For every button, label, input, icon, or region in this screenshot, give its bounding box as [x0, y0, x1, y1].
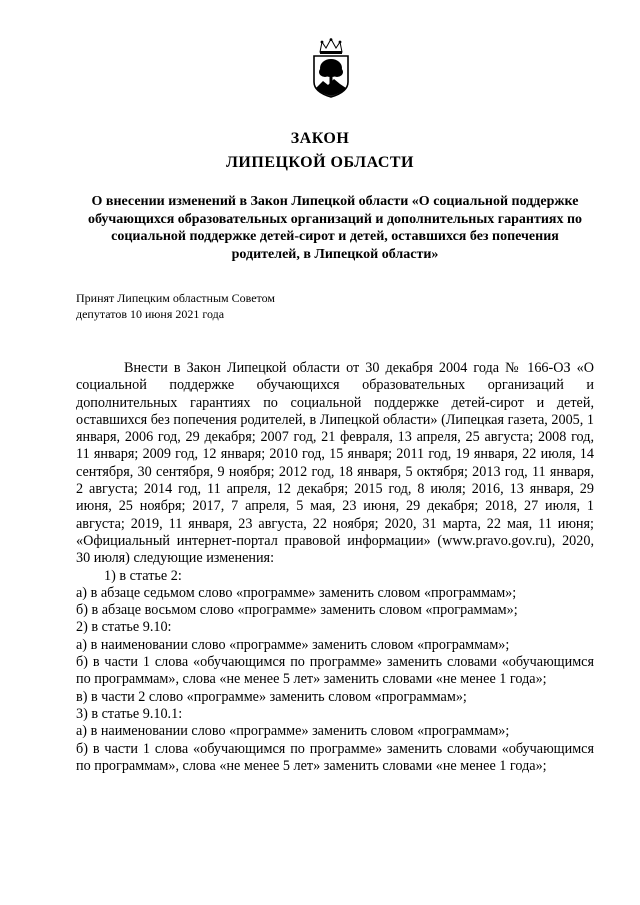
document-subject: О внесении изменений в Закон Липецкой области «О социальной поддержке обучающихся образовательных организаций и дополнительных гарантиях по социальной поддержке детей-сирот и детей, оставшихся без попечения родителей, в Липецкой области»: [87, 194, 583, 262]
document-title: ЗАКОН: [290, 130, 350, 147]
adoption-line-1: Принят Липецким областным Советом: [76, 291, 275, 305]
list-item: б) в части 1 слова «обучающимся по программе» заменить словами «обучающимся по программам», слова «не менее 5 лет» заменить словами «не менее 1 года»;: [76, 654, 594, 688]
list-item: б) в абзаце восьмом слово «программе» заменить словом «программам»;: [76, 602, 518, 619]
lipetsk-coat-of-arms-icon: [308, 38, 354, 98]
list-item: в) в части 2 слово «программе» заменить словом «программам»;: [76, 688, 467, 705]
list-item: а) в абзаце седьмом слово «программе» заменить словом «программам»;: [76, 584, 517, 601]
adoption-note: [76, 291, 275, 322]
document-body: [76, 360, 594, 775]
list-item: а) в наименовании слово «программе» заменить словом «программам»;: [76, 636, 510, 653]
list-item: 3) в статье 9.10.1:: [76, 705, 183, 722]
intro-paragraph: Внести в Закон Липецкой области от 30 декабря 2004 года № 166-ОЗ «О социальной поддержке обучающихся образовательных организаций и дополнительных гарантиях по социальной поддержке детей-сирот и детей, оставшихся без попечения родителей, в Липецкой области» (Липецкая газета, 2005, 1 января, 2006 год, 29 декабря; 2007 год, 21 февраля, 13 апреля, 25 августа; 2008 год, 11 января; 2009 год, 12 января; 2010 год, 15 января; 2011 год, 19 января, 22 июля, 14 сентября, 30 сентября, 9 ноября; 2012 год, 18 января, 5 октября; 2013 год, 11 января, 2 августа; 2014 год, 11 апреля, 12 декабря; 2015 год, 8 июля; 2016, 13 января, 29 июня, 25 ноября; 2017, 7 апреля, 5 мая, 23 июня, 29 декабря; 2018, 27 июля, 1 августа; 2019, 11 января, 23 августа, 22 ноября; 2020, 31 марта, 22 мая, 11 июня; «Официальный интернет-портал правовой информации» (www.pravo.gov.ru), 2020, 30 июля) следующие изменения:: [76, 360, 594, 567]
list-item: 2) в статье 9.10:: [76, 619, 172, 636]
adoption-line-2: депутатов 10 июня 2021 года: [76, 306, 225, 321]
list-item: а) в наименовании слово «программе» заменить словом «программам»;: [76, 723, 510, 740]
document-title-region: ЛИПЕЦКОЙ ОБЛАСТИ: [226, 154, 414, 171]
list-item: б) в части 1 слова «обучающимся по программе» заменить словами «обучающимся по программам», слова «не менее 5 лет» заменить словами «не менее 1 года»;: [76, 740, 594, 774]
list-item: 1) в статье 2:: [104, 567, 182, 584]
